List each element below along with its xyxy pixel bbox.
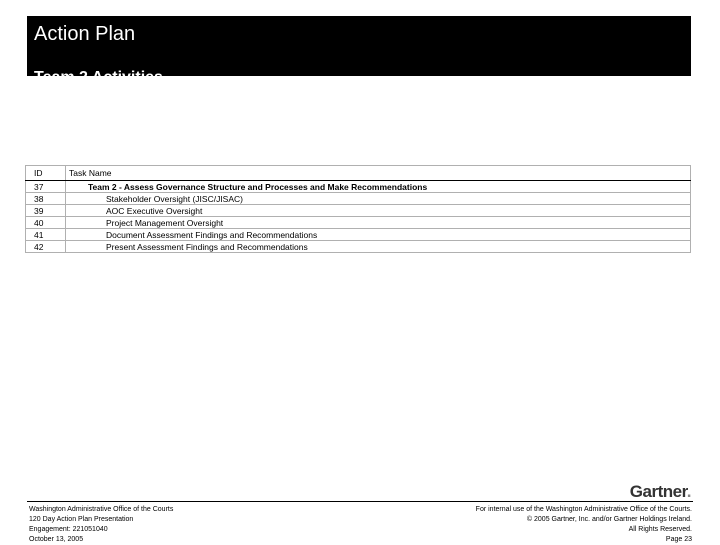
footer-usage-note: For internal use of the Washington Administrative Office of the Courts. [475,506,692,513]
footer-copyright: © 2005 Gartner, Inc. and/or Gartner Holdings Ireland. [526,516,692,523]
task-name: Stakeholder Oversight (JISC/JISAC) [66,193,691,205]
footer-date: October 13, 2005 [29,536,84,543]
footer-divider [27,501,693,502]
gartner-logo [630,482,691,502]
table-row [26,205,691,217]
table-row [26,193,691,205]
task-name: Project Management Oversight [66,217,691,229]
footer-right [476,505,692,545]
task-name: Document Assessment Findings and Recommendations [66,229,691,241]
task-name: Team 2 - Assess Governance Structure and Processes and Make Recommendations [66,181,691,193]
task-name: AOC Executive Oversight [66,205,691,217]
task-table [25,165,691,253]
table-row [26,181,691,193]
page-title: Action Plan [34,23,136,45]
column-header-id: ID [26,166,66,181]
task-id: 39 [26,205,66,217]
table-row [26,217,691,229]
task-name: Present Assessment Findings and Recommendations [66,241,691,253]
table-header-row [26,166,691,181]
footer-organization: Washington Administrative Office of the Courts [29,506,174,513]
table-row [26,241,691,253]
title-banner [27,16,691,86]
task-id: 42 [26,241,66,253]
task-id: 40 [26,217,66,229]
footer-left [29,505,173,545]
page-subtitle: Team 2 Activities [34,69,163,86]
page-number: Page 23 [665,536,692,543]
column-header-task-name: Task Name [66,166,691,181]
table-row [26,229,691,241]
task-id: 37 [26,181,66,193]
footer-presentation: 120 Day Action Plan Presentation [29,516,134,523]
footer-engagement: Engagement: 221051040 [29,526,108,533]
footer-rights: All Rights Reserved. [628,526,692,533]
task-id: 38 [26,193,66,205]
task-id: 41 [26,229,66,241]
logo-text: Gartner [629,482,687,501]
logo-dot: . [686,482,691,501]
